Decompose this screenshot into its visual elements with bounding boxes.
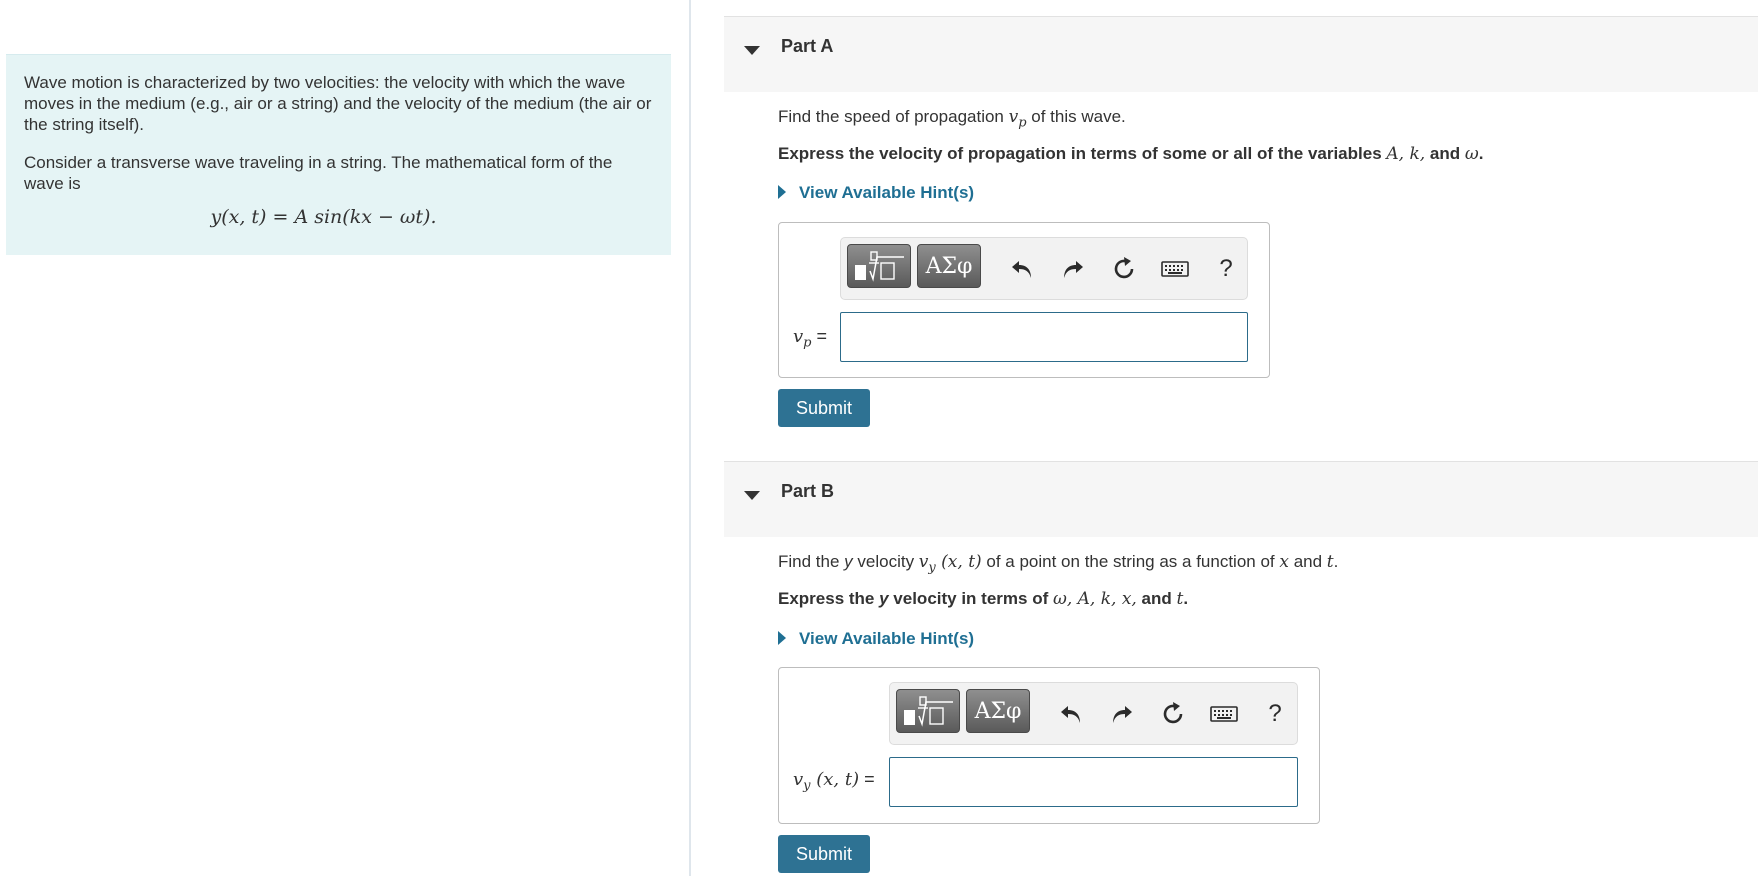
part-b-instruction: Express the y velocity in terms of ω, A, k, x, and t.: [778, 589, 1189, 609]
fraction-sqrt-icon: [852, 249, 906, 283]
keyboard-icon[interactable]: [1209, 699, 1239, 729]
symbols-button[interactable]: ΑΣφ: [917, 244, 981, 288]
part-b-title: Part B: [781, 481, 835, 501]
part-a-question: Find the speed of propagation $v_p$ of this wave.: [778, 107, 1126, 131]
expand-triangle-icon: [778, 631, 786, 645]
part-a-title: Part A: [781, 36, 834, 56]
part-a-answer-box: [778, 222, 1270, 378]
undo-icon[interactable]: [1056, 699, 1086, 729]
intro-paragraph-1: Wave motion is characterized by two velocities: the velocity with which the wave moves in the medium (e.g., air or a string) and the velocity of the medium (the air or the string itself).: [24, 73, 652, 134]
math-toolbar: [840, 237, 1248, 300]
undo-icon[interactable]: [1007, 254, 1037, 284]
collapse-caret-icon[interactable]: [744, 491, 760, 500]
templates-button[interactable]: [847, 244, 911, 288]
panel-divider: [689, 0, 691, 876]
reset-icon[interactable]: [1109, 254, 1139, 284]
part-a-submit-button[interactable]: Submit: [778, 389, 870, 427]
redo-icon[interactable]: [1058, 254, 1088, 284]
part-a-instruction: Express the velocity of propagation in terms of some or all of the variables A, k, and ω.: [778, 144, 1484, 164]
part-a-answer-input[interactable]: [840, 312, 1248, 362]
part-b-answer-input[interactable]: [889, 757, 1298, 807]
math-toolbar: [889, 682, 1298, 745]
part-b-question: Find the y velocity $v_y$ (x, t) of a point on the string as a function of x and t.: [778, 552, 1339, 576]
fraction-sqrt-icon: [901, 694, 955, 728]
redo-icon[interactable]: [1107, 699, 1137, 729]
help-button[interactable]: ?: [1219, 255, 1233, 282]
intro-paragraph-2: Consider a transverse wave traveling in a string. The mathematical form of the wave is: [24, 153, 613, 193]
part-b-answer-box: [778, 667, 1320, 824]
collapse-caret-icon[interactable]: [744, 46, 760, 55]
reset-icon[interactable]: [1158, 699, 1188, 729]
part-b-submit-button[interactable]: Submit: [778, 835, 870, 873]
help-button[interactable]: ?: [1268, 700, 1282, 727]
symbols-button[interactable]: ΑΣφ: [966, 689, 1030, 733]
expand-triangle-icon: [778, 185, 786, 199]
part-b-header[interactable]: [724, 461, 1758, 537]
templates-button[interactable]: [896, 689, 960, 733]
part-b-answer-label: $v_y$ (x, t) =: [793, 769, 875, 794]
keyboard-icon[interactable]: [1160, 254, 1190, 284]
wave-equation: y(x, t) = A sin(kx − ωt).: [210, 206, 437, 228]
part-a-header[interactable]: [724, 16, 1758, 92]
part-a-answer-label: $v_p$ =: [793, 326, 828, 351]
part-b-hints-link[interactable]: View Available Hint(s): [778, 629, 974, 649]
part-a-hints-link[interactable]: View Available Hint(s): [778, 183, 974, 203]
problem-intro: [6, 54, 671, 255]
